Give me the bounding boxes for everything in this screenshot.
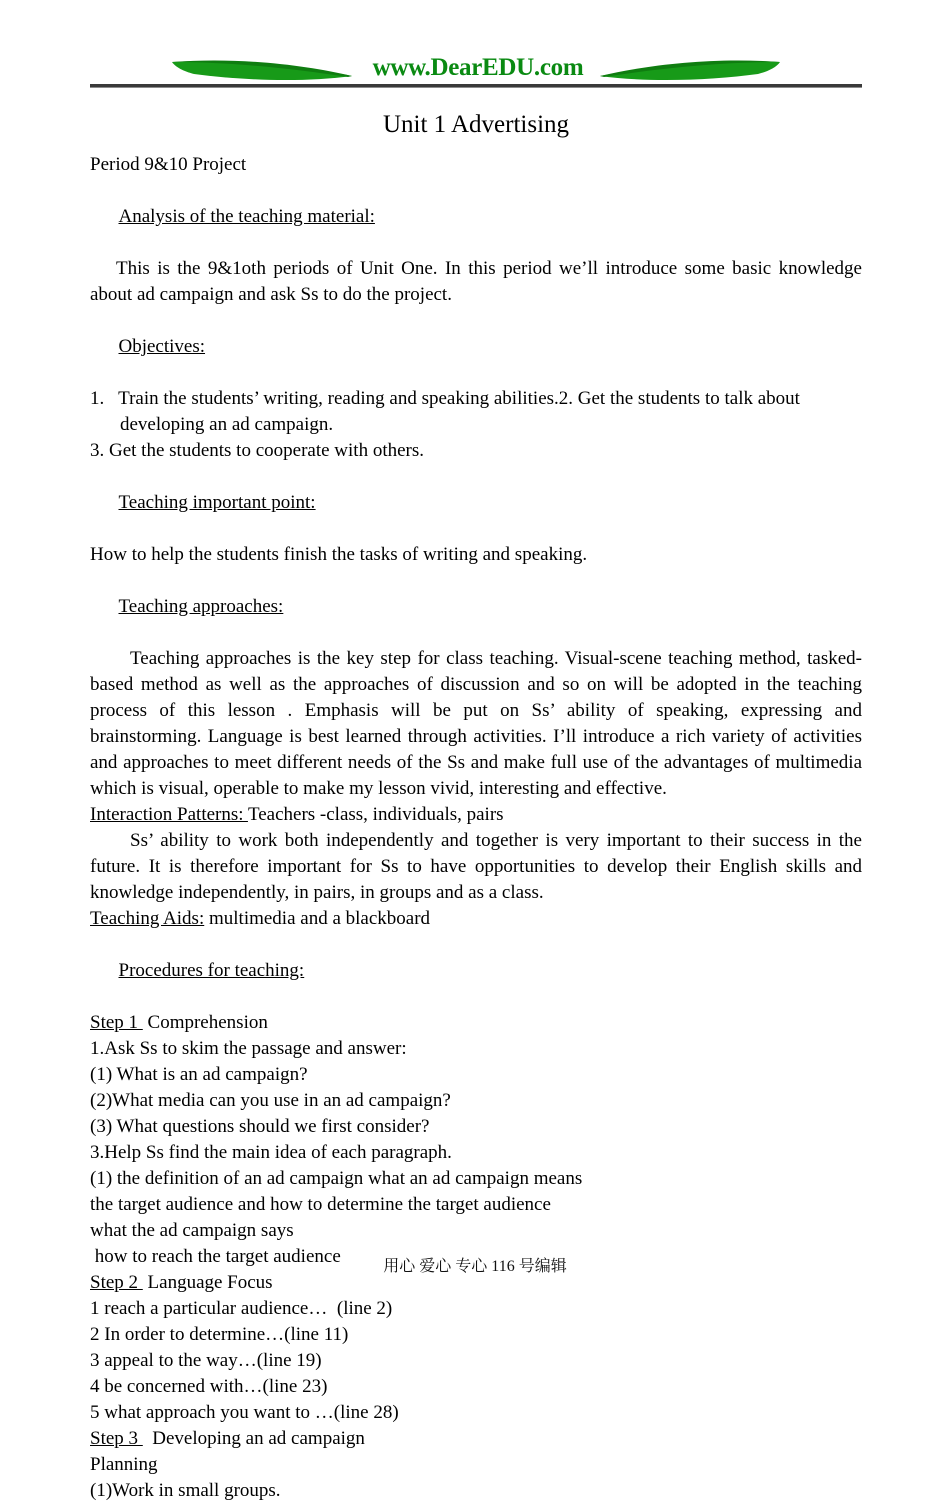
teaching-aids-line (90, 906, 862, 932)
teaching-approaches-paragraph: Teaching approaches is the key step for class teaching. Visual-scene teaching method, tasked-based method as well as the approaches of discussion and so on will be adopted in the teaching process of this lesson . Emphasis will be put on Ss’ ability of speaking, expressing and brainstorming. Language is best learned through activities. I’ll introduce a rich variety of activities and approaches to meet different needs of the Ss and make full use of the advantages of multimedia which is visual, operable to make my lesson vivid, interesting and effective. (90, 648, 867, 799)
step-1-question-1: (1) What is an ad campaign? (90, 1064, 308, 1085)
teaching-approaches-heading (90, 568, 862, 646)
step-1-item-1: 1.Ask Ss to skim the passage and answer: (90, 1038, 407, 1059)
analysis-paragraph: This is the 9&1oth periods of Unit One. In this period we’ll introduce some basic knowledge about ad campaign and ask Ss to do the project. (90, 258, 867, 305)
teaching-important-point-heading-text: Teaching important point: (118, 492, 316, 513)
objectives-heading (90, 308, 862, 386)
interaction-patterns-label: Interaction Patterns: (90, 804, 248, 825)
planning-item-1: (1)Work in small groups. (90, 1480, 281, 1501)
analysis-heading (90, 178, 862, 256)
language-focus-item-5: 5 what approach you want to …(line 28) (90, 1402, 399, 1423)
step-2-label: Step 2 (90, 1272, 143, 1293)
teaching-approaches-heading-text: Teaching approaches: (118, 596, 284, 617)
interaction-patterns-line (90, 802, 862, 828)
step-3-line (90, 1426, 862, 1452)
main-idea-line-1: (1) the definition of an ad campaign what an ad campaign means (90, 1168, 583, 1189)
language-focus-item-3: 3 appeal to the way…(line 19) (90, 1350, 322, 1371)
language-focus-item-2: 2 In order to determine…(line 11) (90, 1324, 349, 1345)
objective-item-1-continuation: developing an ad campaign. (120, 414, 334, 435)
site-logo-text: www.DearEDU.com (372, 54, 584, 81)
language-focus-item-4: 4 be concerned with…(line 23) (90, 1376, 328, 1397)
interaction-patterns-value: Teachers -class, individuals, pairs (247, 804, 504, 825)
step-1-line (90, 1010, 862, 1036)
page-title: Unit 1 Advertising (382, 111, 570, 138)
document-body (90, 152, 867, 1504)
main-idea-line-3: what the ad campaign says (90, 1220, 294, 1241)
main-idea-line-4: how to reach the target audience (90, 1246, 341, 1267)
step-3-value: Developing an ad campaign (142, 1428, 365, 1449)
procedures-heading-text: Procedures for teaching: (118, 960, 305, 981)
teaching-important-point-heading (90, 464, 862, 542)
step-1-item-3: 3.Help Ss find the main idea of each paragraph. (90, 1142, 452, 1163)
header-divider (90, 84, 862, 88)
interaction-patterns-paragraph: Ss’ ability to work both independently and together is very important to their success in the future. It is therefore important for Ss to have opportunities to develop their English skills and knowledge independently, in pairs, in groups and as a class. (90, 830, 867, 903)
main-idea-line-2: the target audience and how to determine the target audience (90, 1194, 551, 1215)
page-footer: 用心 爱心 专心 116 号编辑 (383, 1258, 567, 1275)
objectives-heading-text: Objectives: (118, 336, 206, 357)
step-1-question-3: (3) What questions should we first consider? (90, 1116, 430, 1137)
planning-heading: Planning (90, 1454, 158, 1475)
objective-item-1: 1. Train the students’ writing, reading and speaking abilities.2. Get the students to talk about (90, 388, 800, 409)
objective-item-3: 3. Get the students to cooperate with others. (90, 440, 425, 461)
procedures-heading (90, 932, 862, 1010)
step-1-question-2: (2)What media can you use in an ad campaign? (90, 1090, 451, 1111)
step-2-value: Language Focus (142, 1272, 273, 1293)
teaching-aids-value: multimedia and a blackboard (204, 908, 431, 929)
teaching-important-point-text: How to help the students finish the tasks of writing and speaking. (90, 544, 588, 565)
teaching-aids-label: Teaching Aids: (90, 908, 205, 929)
language-focus-item-1: 1 reach a particular audience… (line 2) (90, 1298, 393, 1319)
step-1-label: Step 1 (90, 1012, 143, 1033)
step-1-value: Comprehension (142, 1012, 268, 1033)
step-3-label: Step 3 (90, 1428, 143, 1449)
period-line: Period 9&10 Project (90, 154, 247, 175)
analysis-heading-text: Analysis of the teaching material: (118, 206, 375, 227)
